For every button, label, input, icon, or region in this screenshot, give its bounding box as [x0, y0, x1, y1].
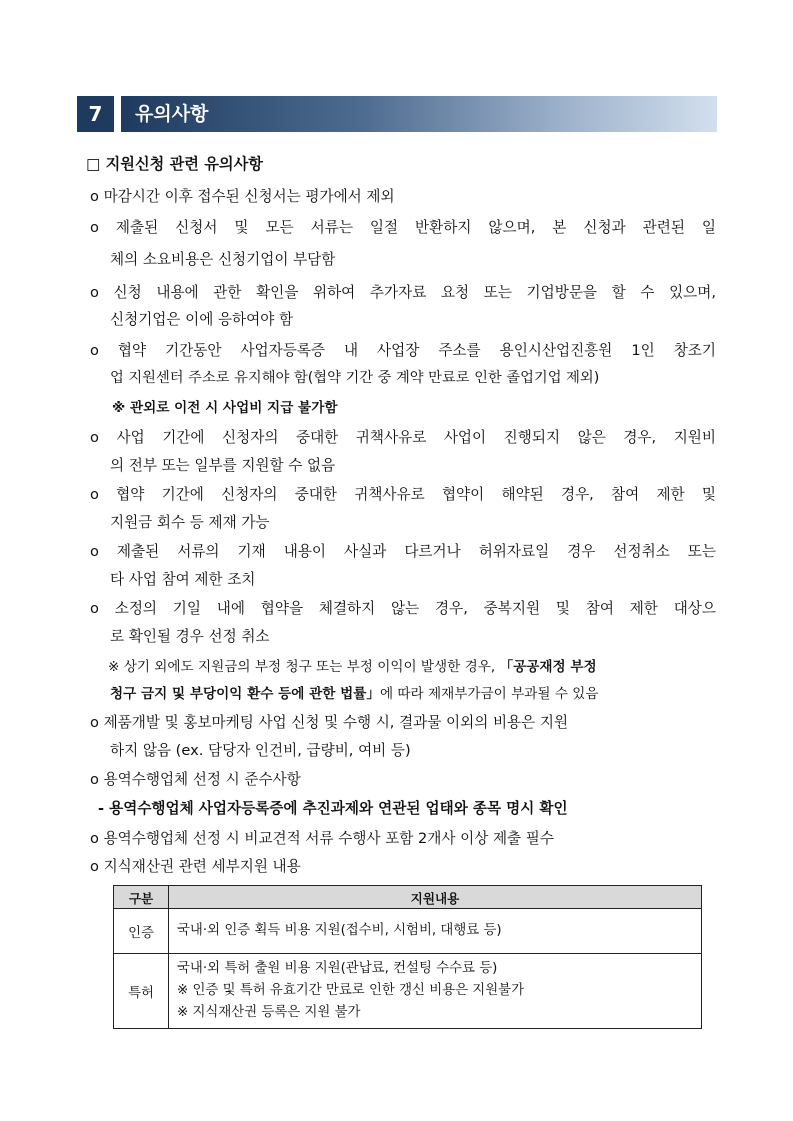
content-line: 국내·외 특허 출원 비용 지원(관납료, 컨설팅 수수료 등)	[177, 961, 498, 976]
note-item-2-line-1: o 제출된 신청서 및 모든 서류는 일절 반환하지 않으며, 본 신청과 관련된 일	[90, 219, 716, 236]
note-item-8-line-2: 로 확인될 경우 선정 취소	[110, 628, 270, 645]
note-item-3-line-1: o 신청 내용에 관한 확인을 위하여 추가자료 요청 또는 기업방문을 할 수 있으며,	[90, 284, 716, 301]
note-item-10: o 용역수행업체 선정 시 준수사항	[90, 771, 301, 788]
content-line: ※ 인증 및 특허 유효기간 만료로 인한 갱신 비용은 지원불가	[177, 983, 525, 998]
table-row	[114, 909, 702, 954]
remark-penalty-line-1	[108, 655, 597, 675]
note-item-7-line-1: o 제출된 서류의 기재 내용이 사실과 다르거나 허위자료일 경우 선정취소 또는	[90, 543, 716, 560]
section-header	[77, 96, 717, 132]
section-title-bar	[121, 96, 717, 132]
content-line: 국내·외 인증 획득 비용 지원(접수비, 시험비, 대행료 등)	[177, 923, 502, 938]
note-item-5-line-2: 의 전부 또는 일부를 지원할 수 없음	[110, 457, 336, 474]
note-item-6-line-2: 지원금 회수 등 제재 가능	[110, 514, 270, 531]
content-line: ※ 지식재산권 등록은 지원 불가	[177, 1005, 361, 1020]
table-cell-content	[169, 954, 702, 1029]
note-item-10-detail: - 용역수행업체 사업자등록증에 추진과제와 연관된 업태와 종목 명시 확인	[98, 800, 568, 817]
remark-penalty-text: ※ 상기 외에도 지원금의 부정 청구 또는 부정 이익이 발생한 경우,	[108, 659, 500, 675]
note-item-4-line-2: 업 지원센터 주소로 유지해야 함(협약 기간 중 계약 만료로 인한 졸업기업 제외)	[110, 370, 600, 386]
note-item-4-remark: ※ 관외로 이전 시 사업비 지급 불가함	[112, 400, 338, 416]
note-item-5-line-1: o 사업 기간에 신청자의 중대한 귀책사유로 사업이 진행되지 않은 경우, 지원비	[90, 429, 716, 446]
note-item-9-line-1: o 제품개발 및 홍보마케팅 사업 신청 및 수행 시, 결과물 이외의 비용은 지원	[90, 714, 569, 731]
table-header-content: 지원내용	[169, 886, 702, 909]
table-cell-category: 인증	[114, 909, 169, 954]
ip-support-table	[113, 885, 702, 1029]
notes-heading: □ 지원신청 관련 유의사항	[86, 155, 263, 173]
note-item-3-line-2: 신청기업은 이에 응하여야 함	[110, 311, 294, 328]
remark-penalty-text-end: 에 따라 제재부가금이 부과될 수 있음	[379, 686, 599, 702]
remark-penalty-law-start: 「공공재정 부정	[499, 659, 597, 675]
remark-penalty-law-end: 청구 금지 및 부당이익 환수 등에 관한 법률」	[110, 686, 380, 702]
section-number: 7	[77, 96, 114, 132]
note-item-9-line-2: 하지 않음 (ex. 담당자 인건비, 급량비, 여비 등)	[110, 742, 411, 759]
table-row	[114, 954, 702, 1029]
note-item-1: o 마감시간 이후 접수된 신청서는 평가에서 제외	[90, 188, 395, 205]
section-title: 유의사항	[135, 103, 209, 125]
note-item-11: o 용역수행업체 선정 시 비교견적 서류 수행사 포함 2개사 이상 제출 필수	[90, 830, 554, 847]
table-cell-category: 특허	[114, 954, 169, 1029]
table-header-category: 구분	[114, 886, 169, 909]
note-item-8-line-1: o 소정의 기일 내에 협약을 체결하지 않는 경우, 중복지원 및 참여 제한 대상으	[90, 600, 716, 617]
table-header-row	[114, 886, 702, 909]
note-item-7-line-2: 타 사업 참여 제한 조치	[110, 571, 256, 588]
note-item-4-line-1: o 협약 기간동안 사업자등록증 내 사업장 주소를 용인시산업진흥원 1인 창조기	[90, 342, 716, 359]
note-item-6-line-1: o 협약 기간에 신청자의 중대한 귀책사유로 협약이 해약된 경우, 참여 제한 및	[90, 486, 716, 503]
table-cell-content	[169, 909, 702, 954]
remark-penalty-line-2	[110, 682, 599, 702]
note-item-2-line-2: 체의 소요비용은 신청기업이 부담함	[110, 251, 336, 268]
note-item-12: o 지식재산권 관련 세부지원 내용	[90, 858, 301, 875]
